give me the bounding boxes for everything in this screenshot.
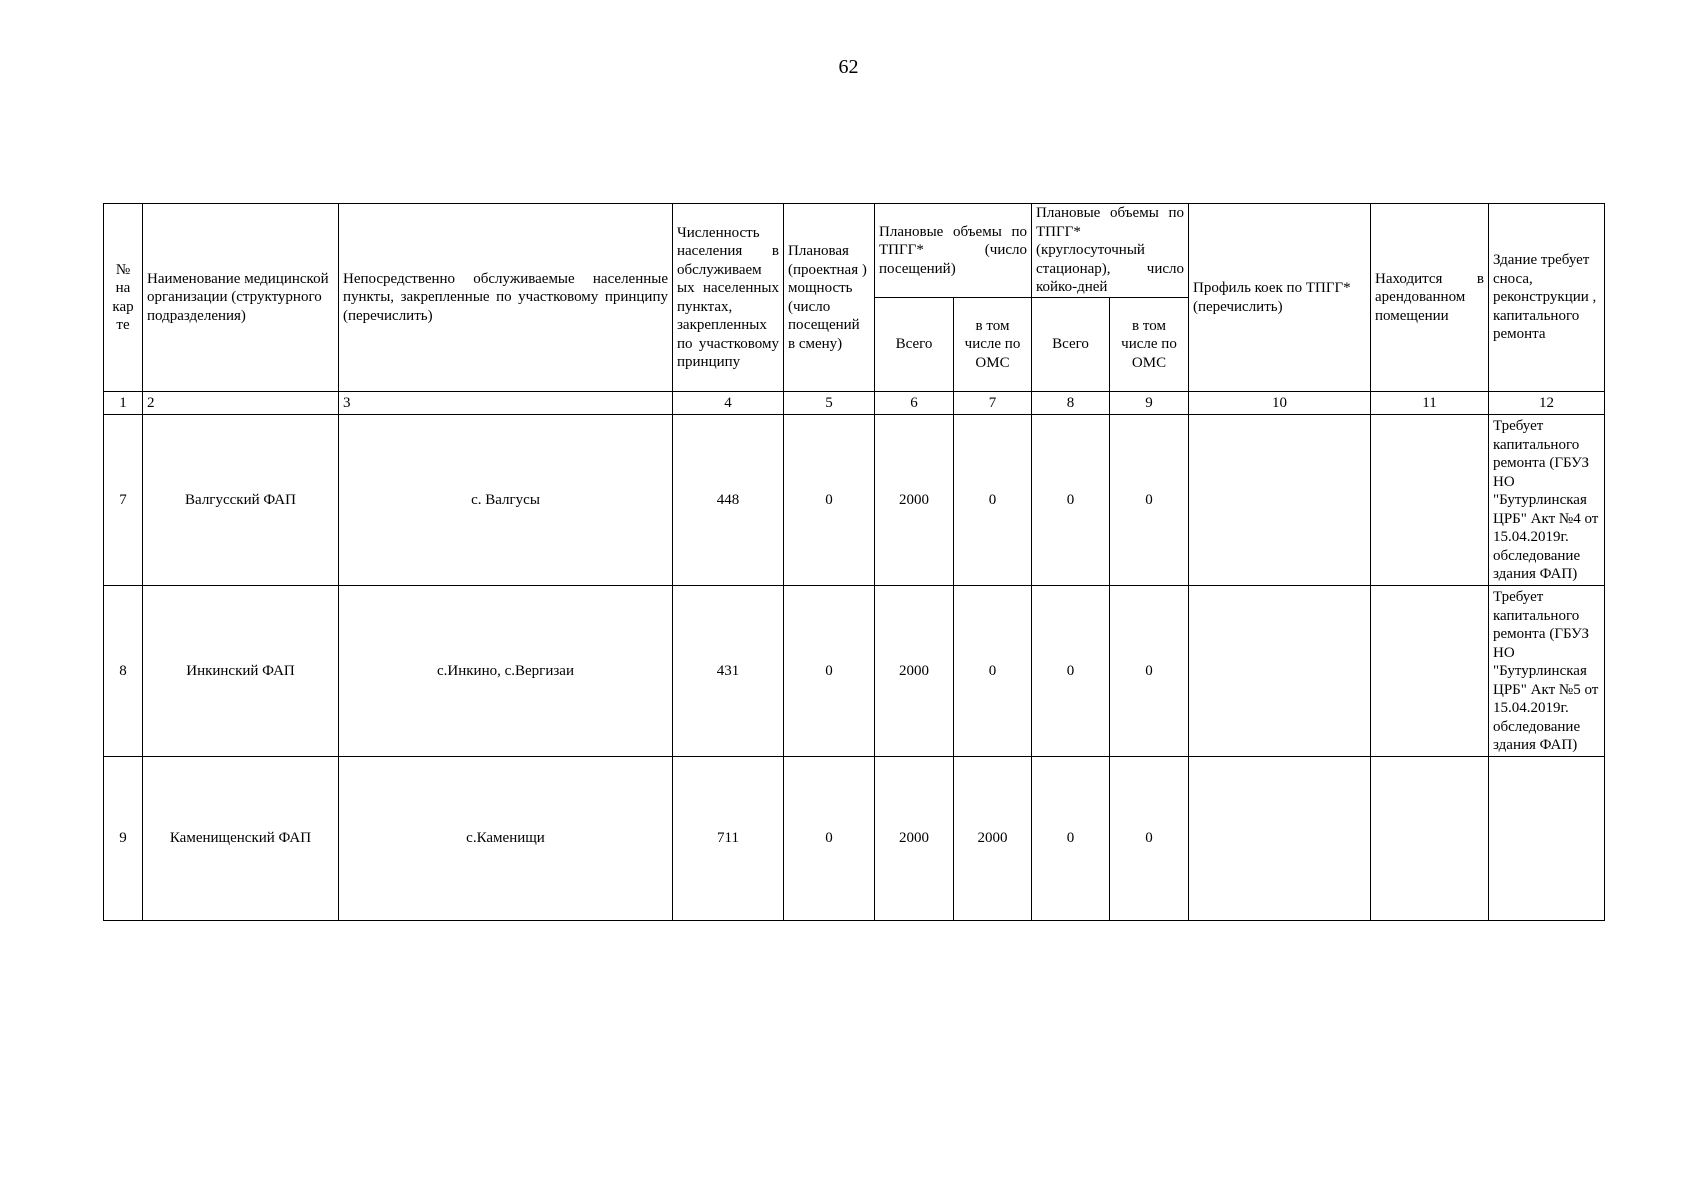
header-bed-days-oms: в том числе по ОМС xyxy=(1110,298,1189,392)
settlements: с. Валгусы xyxy=(339,415,673,586)
bed-profile xyxy=(1189,586,1371,757)
bed-days-oms: 0 xyxy=(1110,757,1189,921)
visits-oms: 2000 xyxy=(954,757,1032,921)
header-planned-bed-days: Плановые объемы по ТПГГ* (круглосуточный стационар), число койко-дней xyxy=(1032,204,1189,298)
header-visits-oms: в том числе по ОМС xyxy=(954,298,1032,392)
column-number: 4 xyxy=(673,392,784,415)
page-number: 62 xyxy=(838,56,859,78)
organization-name: Валгусский ФАП xyxy=(143,415,339,586)
column-number: 2 xyxy=(143,392,339,415)
row-number: 8 xyxy=(104,586,143,757)
column-number-row xyxy=(104,392,1605,415)
building-state xyxy=(1489,757,1605,921)
building-state: Требует капитального ремонта (ГБУЗ НО "Бутурлинская ЦРБ" Акт №4 от 15.04.2019г. обследование здания ФАП) xyxy=(1489,415,1605,586)
rented-premises xyxy=(1371,415,1489,586)
header-population: Численность населения в обслуживаем ых населенных пунктах, закрепленных по участковому принципу xyxy=(673,204,784,392)
rented-premises xyxy=(1371,586,1489,757)
facilities-table xyxy=(103,203,1605,921)
column-number: 7 xyxy=(954,392,1032,415)
row-number: 7 xyxy=(104,415,143,586)
header-visits-total: Всего xyxy=(875,298,954,392)
column-number: 11 xyxy=(1371,392,1489,415)
header-map-number: № на кар те xyxy=(104,204,143,392)
bed-days-oms: 0 xyxy=(1110,586,1189,757)
bed-days-total: 0 xyxy=(1032,586,1110,757)
table-row xyxy=(104,415,1605,586)
population: 711 xyxy=(673,757,784,921)
visits-oms: 0 xyxy=(954,415,1032,586)
visits-total: 2000 xyxy=(875,757,954,921)
column-number: 8 xyxy=(1032,392,1110,415)
table-row xyxy=(104,586,1605,757)
header-organization-name: Наименование медицинской организации (структурного подразделения) xyxy=(143,204,339,392)
header-row xyxy=(104,204,1605,298)
column-number: 6 xyxy=(875,392,954,415)
bed-days-total: 0 xyxy=(1032,415,1110,586)
rented-premises xyxy=(1371,757,1489,921)
row-number: 9 xyxy=(104,757,143,921)
header-planned-visits: Плановые объемы по ТПГГ* (число посещений) xyxy=(875,204,1032,298)
capacity: 0 xyxy=(784,757,875,921)
header-bed-days-total: Всего xyxy=(1032,298,1110,392)
header-building-state: Здание требует сноса, реконструкции , капитального ремонта xyxy=(1489,204,1605,392)
table-row xyxy=(104,757,1605,921)
column-number: 12 xyxy=(1489,392,1605,415)
organization-name: Каменищенский ФАП xyxy=(143,757,339,921)
visits-oms: 0 xyxy=(954,586,1032,757)
header-capacity: Плановая (проектная ) мощность (число посещений в смену) xyxy=(784,204,875,392)
column-number: 3 xyxy=(339,392,673,415)
population: 431 xyxy=(673,586,784,757)
header-bed-profile: Профиль коек по ТПГГ* (перечислить) xyxy=(1189,204,1371,392)
header-rented-premises: Находится в арендованном помещении xyxy=(1371,204,1489,392)
capacity: 0 xyxy=(784,415,875,586)
organization-name: Инкинский ФАП xyxy=(143,586,339,757)
settlements: с.Инкино, с.Вергизаи xyxy=(339,586,673,757)
column-number: 5 xyxy=(784,392,875,415)
visits-total: 2000 xyxy=(875,415,954,586)
column-number: 9 xyxy=(1110,392,1189,415)
header-settlements: Непосредственно обслуживаемые населенные пункты, закрепленные по участковому принципу (перечислить) xyxy=(339,204,673,392)
bed-profile xyxy=(1189,757,1371,921)
bed-days-total: 0 xyxy=(1032,757,1110,921)
bed-days-oms: 0 xyxy=(1110,415,1189,586)
capacity: 0 xyxy=(784,586,875,757)
population: 448 xyxy=(673,415,784,586)
visits-total: 2000 xyxy=(875,586,954,757)
bed-profile xyxy=(1189,415,1371,586)
building-state: Требует капитального ремонта (ГБУЗ НО "Бутурлинская ЦРБ" Акт №5 от 15.04.2019г. обследование здания ФАП) xyxy=(1489,586,1605,757)
settlements: с.Каменищи xyxy=(339,757,673,921)
column-number: 10 xyxy=(1189,392,1371,415)
column-number: 1 xyxy=(104,392,143,415)
